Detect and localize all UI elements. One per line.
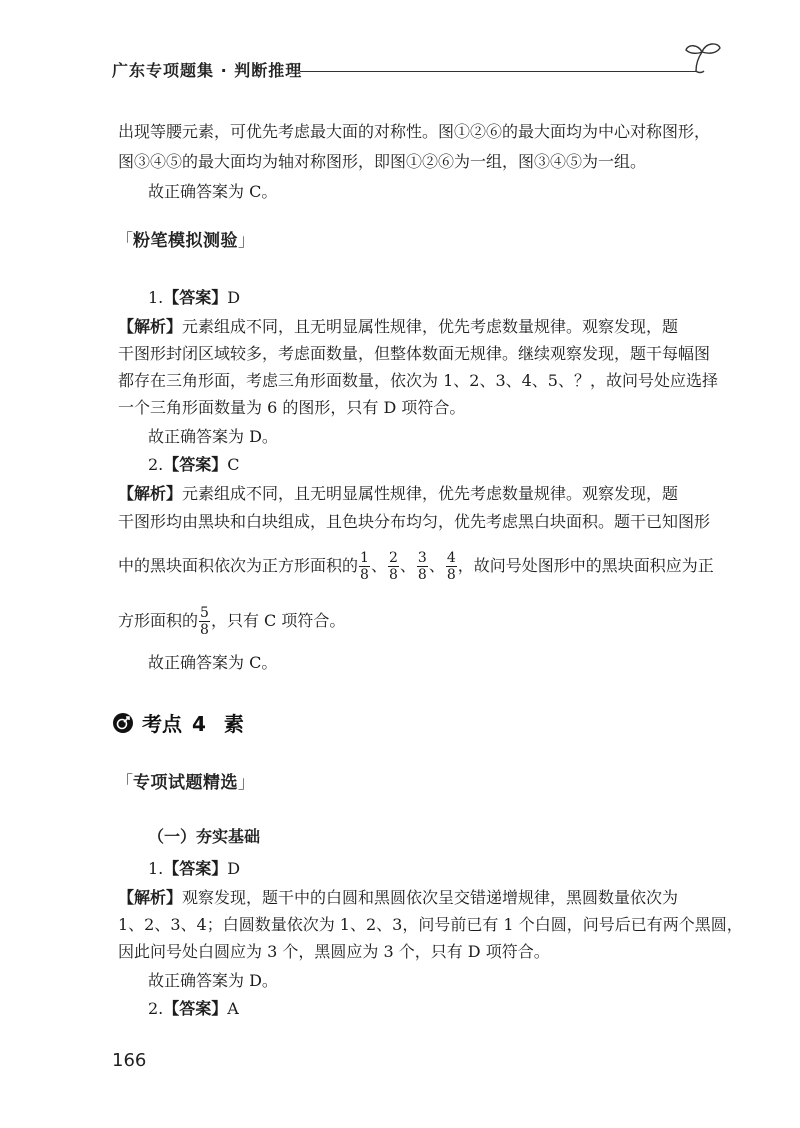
answer-value: D (227, 859, 241, 878)
mock-q1-analysis-line-4: 一个三角形面数量为 6 的图形，只有 D 项符合。 (118, 398, 466, 417)
sprout-icon (680, 36, 724, 76)
fraction (359, 550, 370, 583)
analysis-text: 元素组成不同，且无明显属性规律，优先考虑数量规律。观察发现，题 (182, 484, 679, 503)
special-q1-analysis-line-3: 因此问号处白圆应为 3 个，黑圆应为 3 个，只有 D 项符合。 (118, 942, 550, 961)
analysis-text: ，只有 C 项符合。 (210, 611, 346, 630)
fraction (388, 550, 399, 583)
bracket-close-icon: 」 (238, 231, 255, 251)
separator: 、 (399, 556, 416, 575)
answer-label: 【答案】 (163, 288, 228, 307)
special-q2-answer (148, 998, 239, 1020)
bracket-open-icon: 「 (116, 231, 133, 251)
analysis-text: 元素组成不同，且无明显属性规律，优先考虑数量规律。观察发现，题 (182, 317, 679, 336)
section-heading-special (116, 771, 255, 795)
fraction-denominator: 8 (446, 567, 456, 583)
kaodian-label: 考点 (142, 712, 182, 736)
special-q1-conclusion: 故正确答案为 D。 (148, 971, 278, 990)
mock-q2-analysis-line-1 (118, 483, 678, 505)
fraction-numerator: 4 (446, 550, 456, 566)
header-rule (300, 71, 696, 72)
special-q1-analysis-line-2: 1、2、3、4；白圆数量依次为 1、2、3，问号前已有 1 个白圆，问号后已有两个黑圆， (118, 915, 743, 934)
answer-label: 【答案】 (163, 999, 228, 1018)
question-number: 1. (148, 288, 164, 307)
answer-value: D (227, 288, 241, 307)
analysis-text: 中的黑块面积依次为正方形面积的 (118, 556, 359, 575)
analysis-label: 【解析】 (118, 484, 183, 503)
analysis-label: 【解析】 (118, 888, 183, 907)
fraction-numerator: 1 (360, 550, 369, 566)
section-heading-mock-test (116, 229, 255, 253)
question-number: 1. (148, 859, 164, 878)
mock-q2-analysis-line-4 (118, 603, 345, 639)
fraction-numerator: 2 (388, 550, 398, 566)
mock-q1-analysis-line-2: 干图形封闭区域较多，考虑面数量，但整体数面无规律。继续观察发现，题干每幅图 (118, 344, 711, 363)
question-number: 2. (148, 999, 164, 1018)
bracket-open-icon: 「 (116, 773, 133, 793)
special-q1-analysis-line-1 (118, 887, 678, 909)
fraction-denominator: 8 (200, 622, 209, 638)
analysis-text: 方形面积的 (118, 611, 199, 630)
analysis-label: 【解析】 (118, 317, 183, 336)
page-number: 166 (112, 1050, 147, 1071)
answer-label: 【答案】 (163, 859, 228, 878)
answer-value: A (227, 999, 239, 1018)
mock-q2-conclusion: 故正确答案为 C。 (148, 653, 278, 672)
analysis-text: 观察发现，题干中的白圆和黑圆依次呈交错递增规律，黑圆数量依次为 (182, 888, 679, 907)
question-number: 2. (148, 455, 164, 474)
analysis-text: ，故问号处图形中的黑块面积应为正 (457, 556, 714, 575)
fraction-denominator: 8 (388, 567, 398, 583)
intro-line-1: 出现等腰元素，可优先考虑最大面的对称性。图①②⑥的最大面均为中心对称图形， (118, 122, 711, 141)
fraction (446, 550, 457, 583)
intro-line-2: 图③④⑤的最大面均为轴对称图形，即图①②⑥为一组，图③④⑤为一组。 (118, 152, 647, 171)
special-heading-text: 专项试题精选 (133, 773, 238, 793)
mock-q2-analysis-line-3 (118, 548, 714, 584)
mock-q1-answer (148, 287, 240, 309)
fraction (417, 550, 428, 583)
kaodian-target-icon (112, 712, 134, 734)
answer-value: C (227, 455, 240, 474)
running-header-title: 广东专项题集 · 判断推理 (112, 61, 303, 80)
fraction-denominator: 8 (360, 567, 369, 583)
kaodian-number: 4 (192, 712, 206, 736)
mock-q1-analysis-line-1 (118, 316, 678, 338)
mock-q1-conclusion: 故正确答案为 D。 (148, 427, 278, 446)
separator: 、 (370, 556, 387, 575)
sub-heading-basics: （一）夯实基础 (148, 827, 261, 846)
kaodian-heading (112, 710, 244, 738)
intro-conclusion: 故正确答案为 C。 (148, 182, 278, 201)
answer-label: 【答案】 (163, 455, 228, 474)
mock-test-heading-text: 粉笔模拟测验 (133, 231, 238, 251)
fraction-numerator: 3 (417, 550, 427, 566)
fraction-denominator: 8 (417, 567, 427, 583)
special-q1-answer (148, 858, 240, 880)
separator: 、 (428, 556, 445, 575)
mock-q1-analysis-line-3: 都存在三角形面，考虑三角形面数量，依次为 1、2、3、4、5、？，故问号处应选择 (118, 371, 718, 390)
fraction-numerator: 5 (200, 605, 209, 621)
bracket-close-icon: 」 (238, 773, 255, 793)
fraction (199, 605, 210, 638)
mock-q2-analysis-line-2: 干图形均由黑块和白块组成，且色块分布均匀，优先考虑黑白块面积。题干已知图形 (118, 512, 711, 531)
kaodian-name: 素 (223, 712, 244, 736)
mock-q2-answer (148, 454, 240, 476)
